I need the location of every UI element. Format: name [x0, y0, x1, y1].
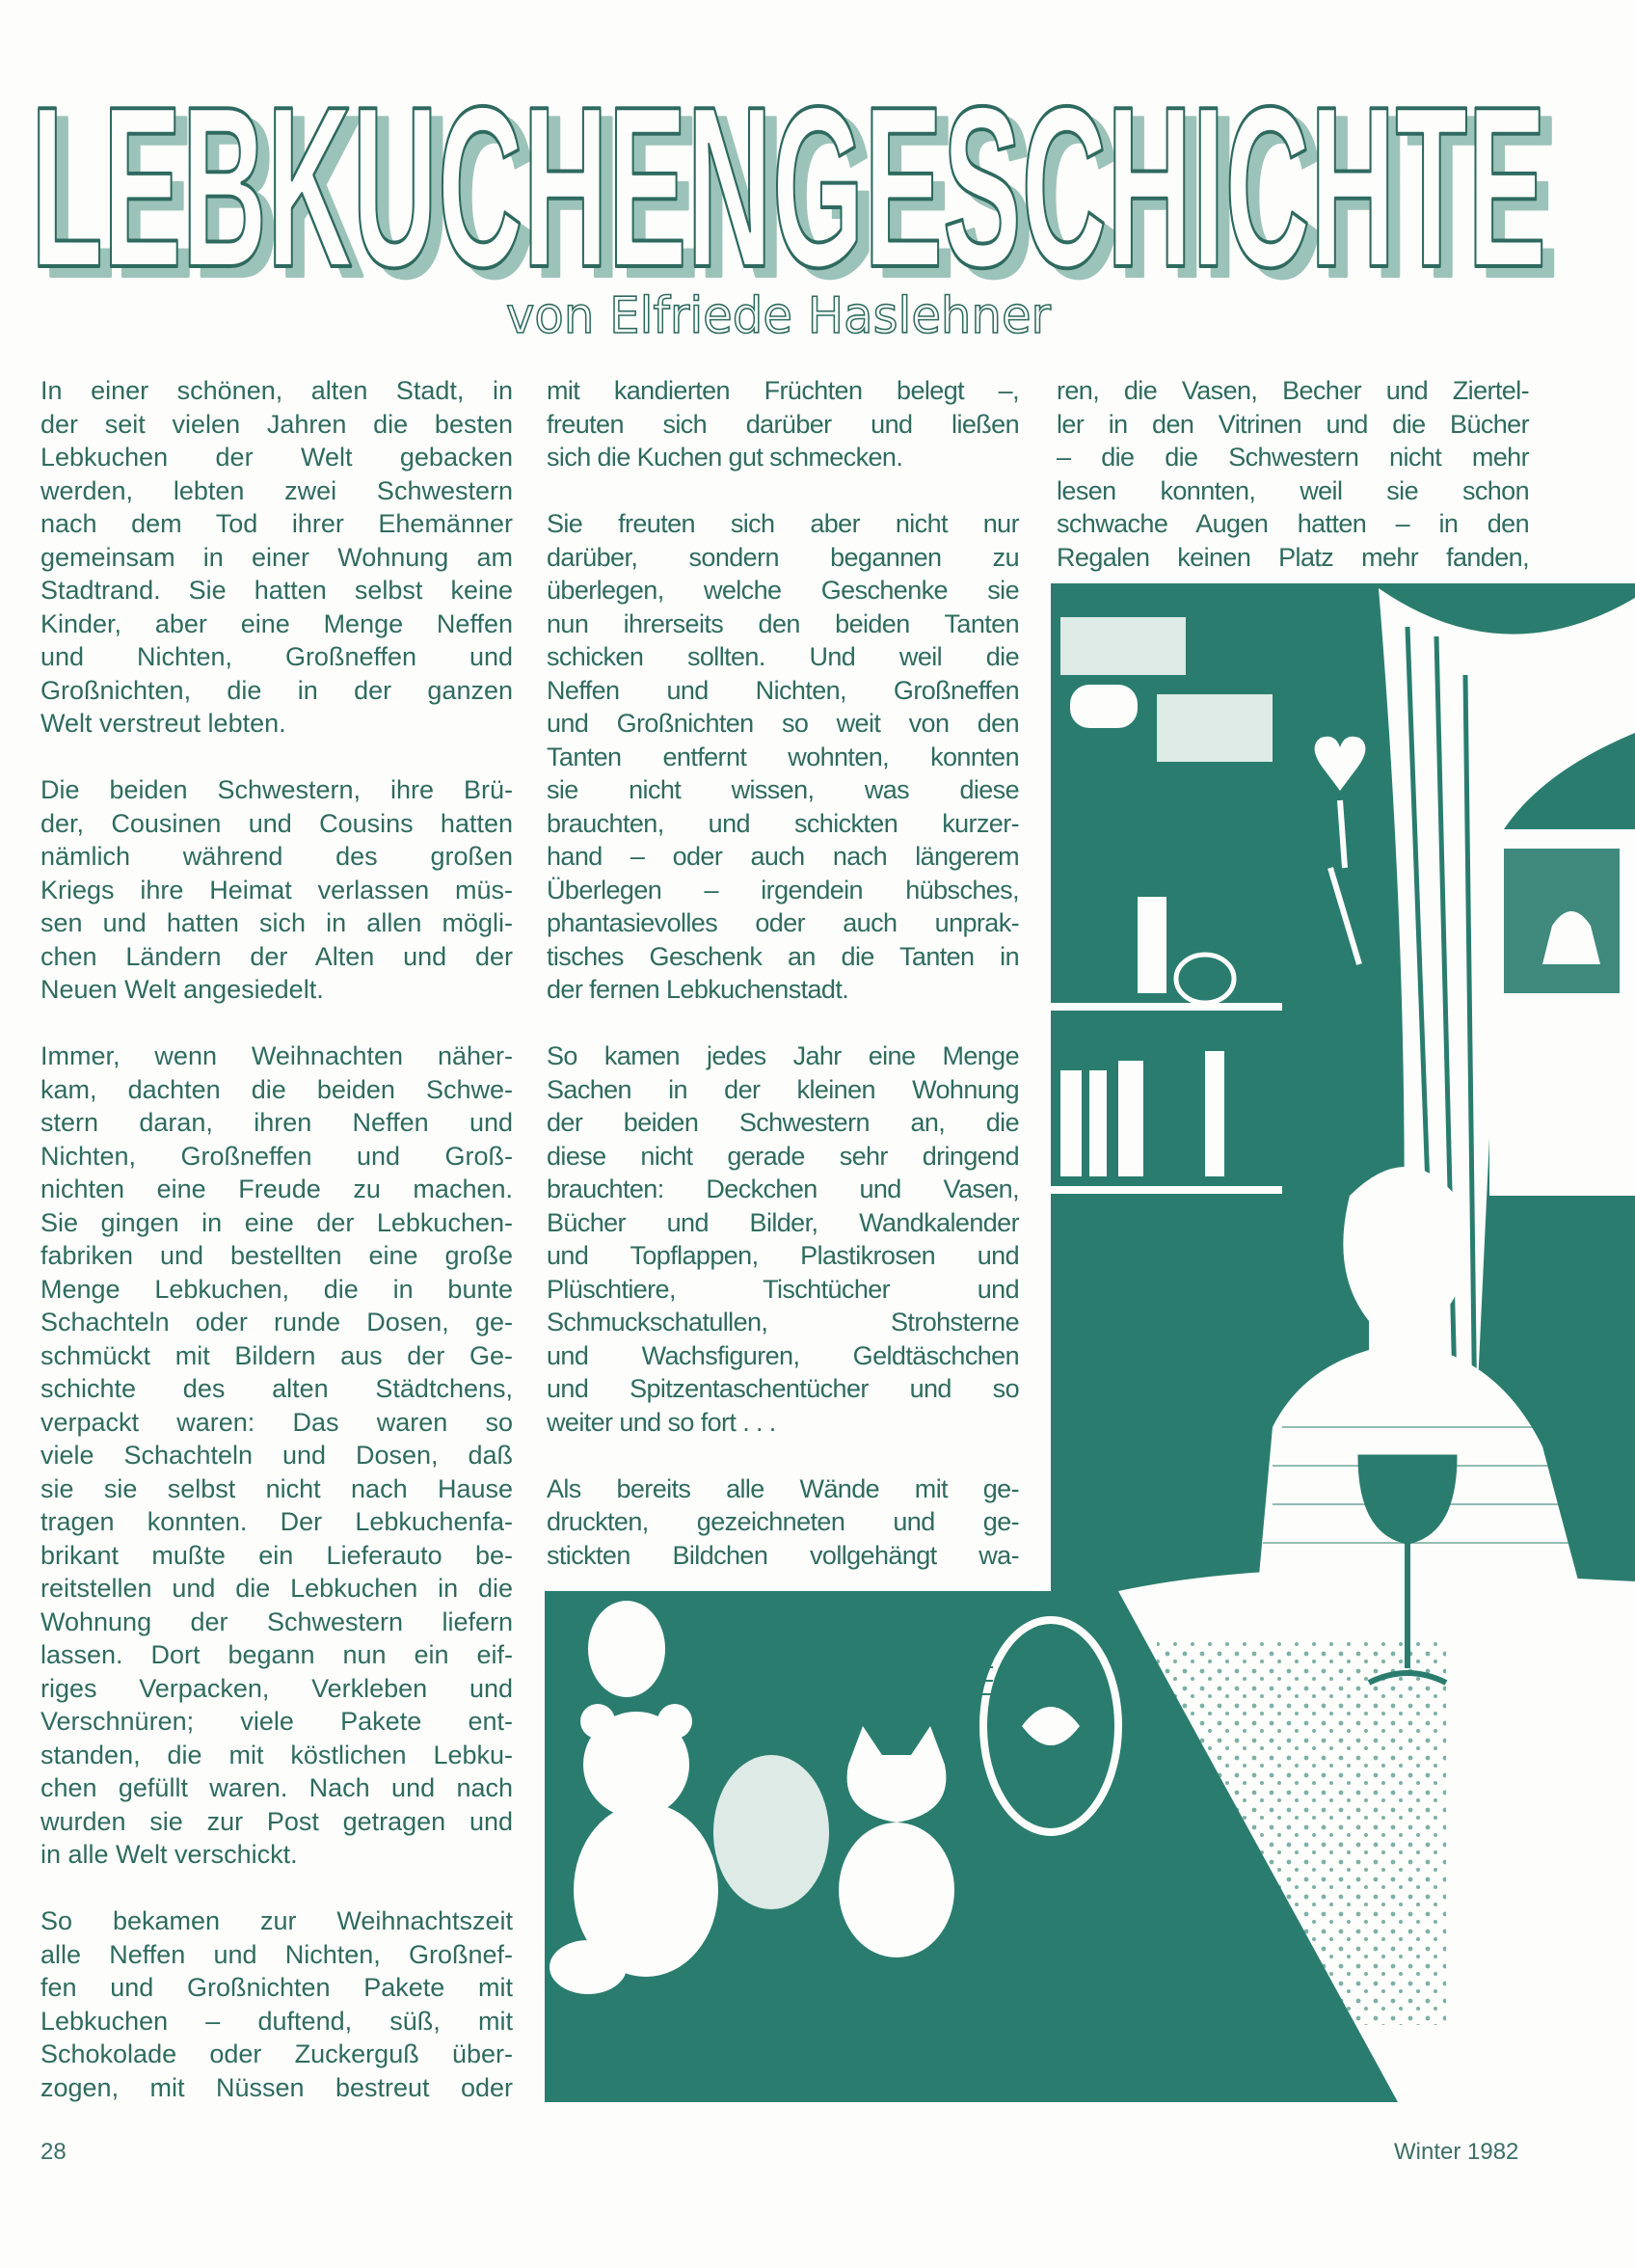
paragraph [40, 1040, 513, 1872]
text-line: Neuen Welt angesiedelt. [40, 975, 324, 1004]
author-name: von Elfriede Haslehner [506, 287, 1052, 345]
text-line: Überlegen – irgendein hübsches, [547, 875, 1019, 904]
byline [482, 275, 1080, 352]
text-line: und Wachsfiguren, Geldtäschchen [547, 1340, 1019, 1370]
text-line: Sie gingen in eine der Lebkuchen- [40, 1207, 513, 1237]
text-line: und Großnichten so weit von den [547, 709, 1019, 738]
text-line: Lebkuchen der Welt gebacken [40, 443, 513, 472]
text-line: Welt verstreut lebten. [40, 709, 286, 738]
text-line: diese nicht gerade sehr dringend [547, 1141, 1019, 1171]
text-line: Großnichten, die in der ganzen [40, 675, 513, 705]
paragraph [40, 374, 513, 741]
text-line: Verschnüren; viele Pakete ent- [40, 1707, 513, 1736]
paragraph [40, 773, 513, 1007]
text-line: tragen konnten. Der Lebkuchenfa- [40, 1507, 513, 1536]
text-line: der fernen Lebkuchenstadt. [547, 975, 849, 1004]
text-line: nämlich während des großen [40, 842, 513, 871]
text-line: und Spitzentaschentücher und so [547, 1374, 1019, 1403]
text-line: chen Ländern der Alten und der [40, 941, 513, 971]
text-line: freuten sich darüber und ließen [547, 409, 1019, 439]
text-line: Kinder, aber eine Menge Neffen [40, 608, 513, 638]
paragraph [547, 1040, 1019, 1439]
text-line: kam, dachten die beiden Schwe- [40, 1074, 513, 1104]
text-line: viele Schachteln und Dosen, daß [40, 1441, 513, 1470]
text-line: stickten Bildchen vollgehängt wa- [547, 1540, 1019, 1570]
text-line: standen, die mit köstlichen Lebku- [40, 1740, 513, 1769]
text-line: Als bereits alle Wände mit ge- [547, 1473, 1019, 1503]
text-line: ler in den Vitrinen und die Bücher [1057, 409, 1529, 439]
text-line: wurden sie zur Post getragen und [40, 1806, 513, 1836]
text-line: Lebkuchen – duftend, süß, mit [40, 2006, 513, 2036]
text-line: ren, die Vasen, Becher und Ziertel- [1057, 376, 1529, 405]
text-line: nun ihrerseits den beiden Tanten [547, 608, 1019, 638]
text-line: – die die Schwestern nicht mehr [1057, 443, 1529, 472]
text-line: sich die Kuchen gut schmecken. [547, 443, 903, 472]
text-line: Neffen und Nichten, Großneffen [547, 675, 1019, 705]
text-line: Bücher und Bilder, Wandkalender [547, 1207, 1019, 1237]
text-line: In einer schönen, alten Stadt, in [40, 376, 513, 405]
text-line: reitstellen und die Lebkuchen in die [40, 1574, 513, 1603]
paragraph [547, 507, 1019, 1007]
text-line: lassen. Dort begann nun ein eif- [40, 1640, 513, 1669]
page-number: 28 [40, 2139, 67, 2165]
text-line: sie sie selbst nicht nach Hause [40, 1473, 513, 1503]
text-line: Tanten entfernt wohnten, konnten [547, 742, 1019, 771]
text-line: So kamen jedes Jahr eine Menge [547, 1041, 1019, 1070]
illustration-room [1051, 583, 1635, 2102]
text-line: Plüschtiere, Tischtücher und [547, 1274, 1019, 1304]
text-line: lesen konnten, weil sie schon [1057, 475, 1529, 505]
text-line: der, Cousinen und Cousins hatten [40, 808, 513, 838]
text-column-3 [1057, 374, 1529, 608]
text-line: tisches Geschenk an die Tanten in [547, 941, 1019, 971]
text-line: und Nichten, Großneffen und [40, 642, 513, 671]
text-line: darüber, sondern begannen zu [547, 542, 1019, 572]
text-line: Menge Lebkuchen, die in bunte [40, 1274, 513, 1304]
text-column-2 [547, 374, 1019, 1606]
text-line: nach dem Tod ihrer Ehemänner [40, 509, 513, 538]
text-line: Stadtrand. Sie hatten selbst keine [40, 576, 513, 605]
issue-label: Winter 1982 [1394, 2139, 1519, 2165]
text-line: Regalen keinen Platz mehr fanden, [1057, 542, 1529, 572]
article-title [19, 87, 1600, 289]
text-line: brauchten, und schickten kurzer- [547, 808, 1019, 838]
text-line: Schmuckschatullen, Strohsterne [547, 1308, 1019, 1336]
paragraph [1057, 374, 1529, 574]
text-line: So bekamen zur Weihnachtszeit [40, 1906, 513, 1935]
text-line: Sachen in der kleinen Wohnung [547, 1074, 1019, 1104]
text-line: Kriegs ihre Heimat verlassen müs- [40, 875, 513, 904]
text-line: Immer, wenn Weihnachten näher- [40, 1041, 513, 1070]
illustration-toys [545, 1591, 1118, 2102]
text-line: sie nicht wissen, was diese [547, 775, 1019, 804]
text-line: stern daran, ihren Neffen und [40, 1108, 513, 1137]
title-text: LEBKUCHENGESCHICHTE [31, 87, 1546, 289]
text-line: schmückt mit Bildern aus der Ge- [40, 1340, 513, 1370]
text-line: weiter und so fort . . . [547, 1407, 776, 1437]
text-line: Schokolade oder Zuckerguß über- [40, 2039, 513, 2068]
text-line: brikant mußte ein Lieferauto be- [40, 1540, 513, 1570]
paragraph [547, 374, 1019, 474]
text-line: mit kandierten Früchten belegt –, [547, 376, 1019, 405]
text-line: und Topflappen, Plastikrosen und [547, 1241, 1019, 1270]
text-line: Schachteln oder runde Dosen, ge- [40, 1308, 513, 1336]
text-line: verpackt waren: Das waren so [40, 1407, 513, 1437]
text-line: nichten eine Freude zu machen. [40, 1174, 513, 1203]
text-line: in alle Welt verschickt. [40, 1840, 298, 1869]
text-line: werden, lebten zwei Schwestern [40, 475, 513, 505]
text-line: fabriken und bestellten eine große [40, 1241, 513, 1270]
text-line: Wohnung der Schwestern liefern [40, 1606, 513, 1636]
text-line: Die beiden Schwestern, ihre Brü- [40, 775, 513, 804]
text-line: druckten, gezeichneten und ge- [547, 1507, 1019, 1536]
text-column-1 [40, 374, 513, 2138]
text-line: Sie freuten sich aber nicht nur [547, 509, 1019, 538]
text-line: sen und hatten sich in allen mögli- [40, 908, 513, 937]
text-line: der seit vielen Jahren die besten [40, 409, 513, 439]
text-line: riges Verpacken, Verkleben und [40, 1673, 513, 1703]
paragraph [40, 1904, 513, 2104]
text-line: phantasievolles oder auch unprak- [547, 908, 1019, 937]
text-line: schichte des alten Städtchens, [40, 1374, 513, 1403]
paragraph [547, 1472, 1019, 1573]
text-line: gemeinsam in einer Wohnung am [40, 542, 513, 572]
text-line: überlegen, welche Geschenke sie [547, 576, 1019, 605]
text-line: schicken sollten. Und weil die [547, 642, 1019, 671]
text-line: chen gefüllt waren. Nach und nach [40, 1773, 513, 1802]
text-line: Nichten, Großneffen und Groß- [40, 1141, 513, 1171]
text-line: fen und Großnichten Pakete mit [40, 1973, 513, 2002]
text-line: schwache Augen hatten – in den [1057, 509, 1529, 538]
text-line: hand – oder auch nach längerem [547, 842, 1019, 871]
text-line: der beiden Schwestern an, die [547, 1108, 1019, 1137]
text-line: brauchten: Deckchen und Vasen, [547, 1174, 1019, 1203]
text-line: zogen, mit Nüssen bestreut oder [40, 2072, 513, 2102]
text-line: alle Neffen und Nichten, Großnef- [40, 1939, 513, 1969]
